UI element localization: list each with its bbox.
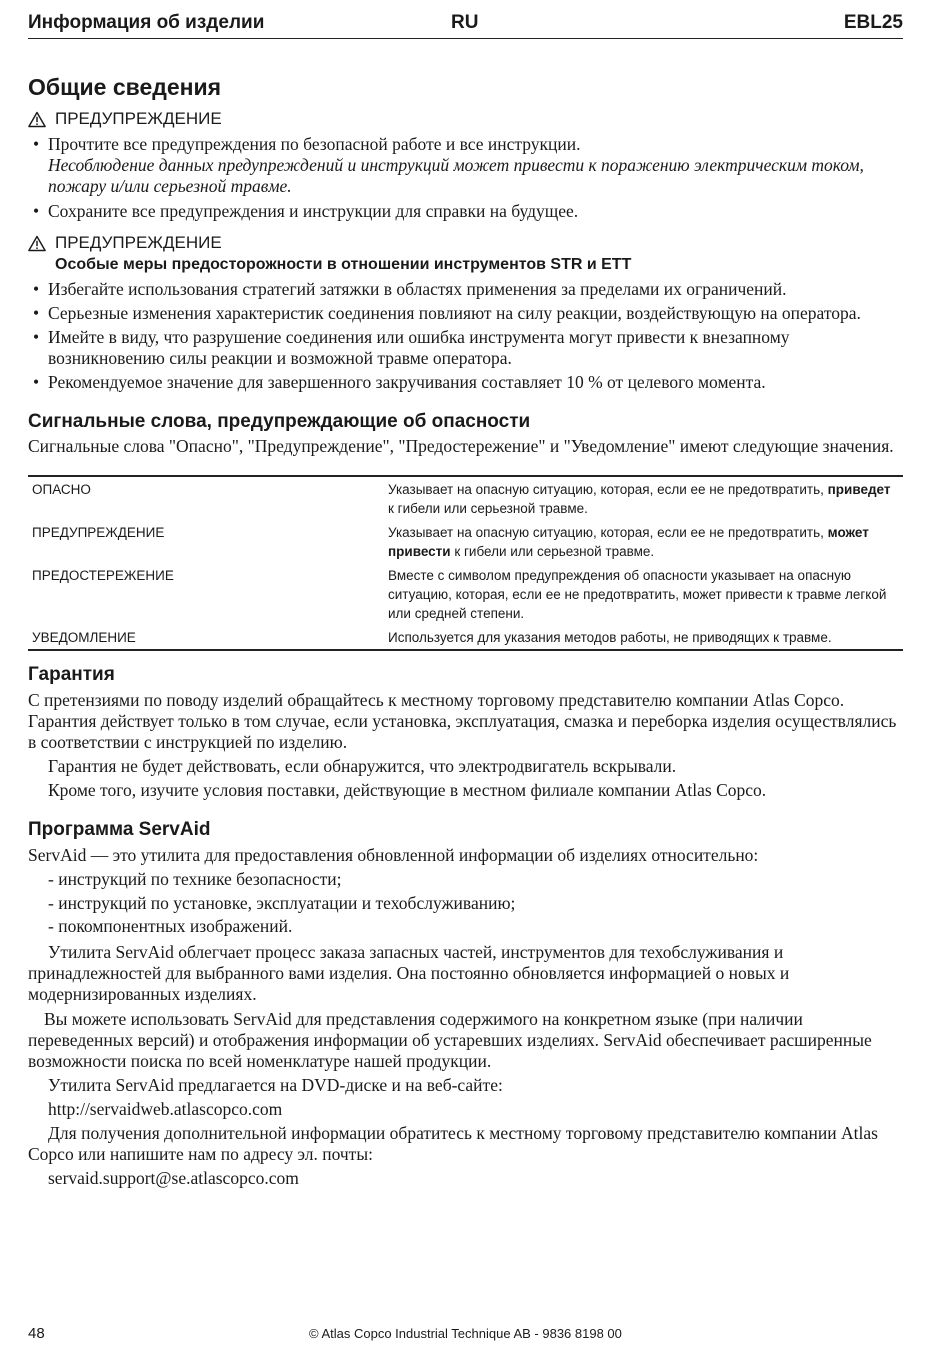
list-item: • Избегайте использования стратегий затяжки в областях применения за пределами их ограничений. [28,279,903,300]
servaid-paragraph-3: Утилита ServAid предлагается на DVD-диске и на веб-сайте: [48,1074,503,1095]
warning-1-item-1: Прочтите все предупреждения по безопасной работе и все инструкции. [48,134,581,154]
signal-words-table [28,475,903,651]
signal-description: Вместе с символом предупреждения об опасности указывает на опасную ситуацию, которая, если ее не предотвратить, может привести к травме легкой или средней степени. [388,568,887,621]
warning-header [28,108,903,130]
servaid-paragraph-1: Утилита ServAid облегчает процесс заказа запасных частей, инструментов для техобслуживания и принадлежностей для выбранного вами изделия. Она постоянно обновляется информацией о новых и модернизированных изделиях. [28,941,790,1004]
header-title: Информация об изделии [28,12,265,33]
signal-description: Указывает на опасную ситуацию, которая, если ее не предотвратить, приведет к гибели или серьезной травме. [388,482,891,516]
warning-block-2 [28,232,903,393]
page-number: 48 [28,1325,45,1342]
table-row [28,476,903,520]
warning-triangle-icon [28,235,46,252]
section-heading-servaid: Программа ServAid [28,819,211,840]
warranty-paragraph-2: Гарантия не будет действовать, если обнаружится, что электродвигатель вскрывали. [48,756,677,776]
warranty-paragraph-1: С претензиями по поводу изделий обращайтесь к местному торговому представителю компании Atlas Copco. Гарантия действует только в том случае, если установка, эксплуатация, смазка и переборка изделия осуществлялись в соответствии с инструкцией по изделию. [28,690,897,752]
table-row [28,520,903,563]
servaid-paragraph-2: Вы можете использовать ServAid для представления содержимого на конкретном языке (при наличии переведенных версий) и отображения информации об устаревших изделиях. ServAid обеспечивает расширенные возможности поиска по всей номенклатуре нашей продукции. [28,1008,872,1071]
list-item [28,134,903,197]
servaid-email-link[interactable]: servaid.support@se.atlascopco.com [48,1167,299,1188]
warning-1-item-1-note: Несоблюдение данных предупреждений и инструкций может привести к поражению электрическим током, пожару и/или серьезной травме. [48,155,864,196]
servaid-intro: ServAid — это утилита для предоставления обновленной информации об изделиях относительно: [28,845,759,865]
list-item: • Серьезные изменения характеристик соединения повлияют на силу реакции, воздействующую на оператора. [28,303,903,324]
warning-label: ПРЕДУПРЕЖДЕНИЕ [55,109,222,128]
signal-term: ПРЕДУПРЕЖДЕНИЕ [32,525,165,540]
warning-subtitle: Особые меры предосторожности в отношении инструментов STR и ETT [55,256,632,273]
signal-words-intro: Сигнальные слова "Опасно", "Предупреждение", "Предостережение" и "Уведомление" имеют следующие значения. [28,436,894,456]
warning-block-1 [28,108,903,222]
list-item: - покомпонентных изображений. [48,916,293,936]
signal-term: ОПАСНО [32,482,91,497]
page-content [28,72,903,1189]
warning-1-item-2: Сохраните все предупреждения и инструкции для справки на будущее. [48,201,579,221]
table-row [28,563,903,625]
warning-2-list [28,279,903,393]
signal-term: ПРЕДОСТЕРЕЖЕНИЕ [32,568,174,583]
warning-1-list [28,134,903,222]
list-item [28,201,903,222]
copyright-text: © Atlas Copco Industrial Technique AB - 9836 8198 00 [309,1326,622,1341]
warning-header [28,232,903,254]
signal-description: Используется для указания методов работы, не приводящих к травме. [388,630,832,645]
section-heading-general: Общие сведения [28,74,222,100]
list-item: - инструкций по технике безопасности; [48,869,342,889]
header-language: RU [451,12,479,33]
list-item: • Рекомендуемое значение для завершенного закручивания составляет 10 % от целевого момента. [28,372,903,393]
running-header [28,10,903,39]
warning-label: ПРЕДУПРЕЖДЕНИЕ [55,233,222,252]
section-heading-warranty: Гарантия [28,664,115,685]
section-heading-signal-words: Сигнальные слова, предупреждающие об опасности [28,411,531,432]
list-item: • Имейте в виду, что разрушение соединения или ошибка инструмента могут привести к внезапному возникновению силы реакции и возможной травме оператора. [28,327,903,369]
list-item: - инструкций по установке, эксплуатации и техобслуживанию; [48,892,516,913]
servaid-website-link[interactable]: http://servaidweb.atlascopco.com [48,1098,283,1119]
warranty-paragraph-3: Кроме того, изучите условия поставки, действующие в местном филиале компании Atlas Copco. [48,780,767,800]
signal-description: Указывает на опасную ситуацию, которая, если ее не предотвратить, может привести к гибели или серьезной травме. [388,525,869,559]
signal-term: УВЕДОМЛЕНИЕ [32,630,136,645]
warning-triangle-icon [28,111,46,128]
table-row [28,625,903,650]
servaid-paragraph-4: Для получения дополнительной информации обратитесь к местному торговому представителю компании Atlas Copco или напишите нам по адресу эл. почты: [28,1122,878,1164]
header-model: EBL25 [843,12,903,33]
